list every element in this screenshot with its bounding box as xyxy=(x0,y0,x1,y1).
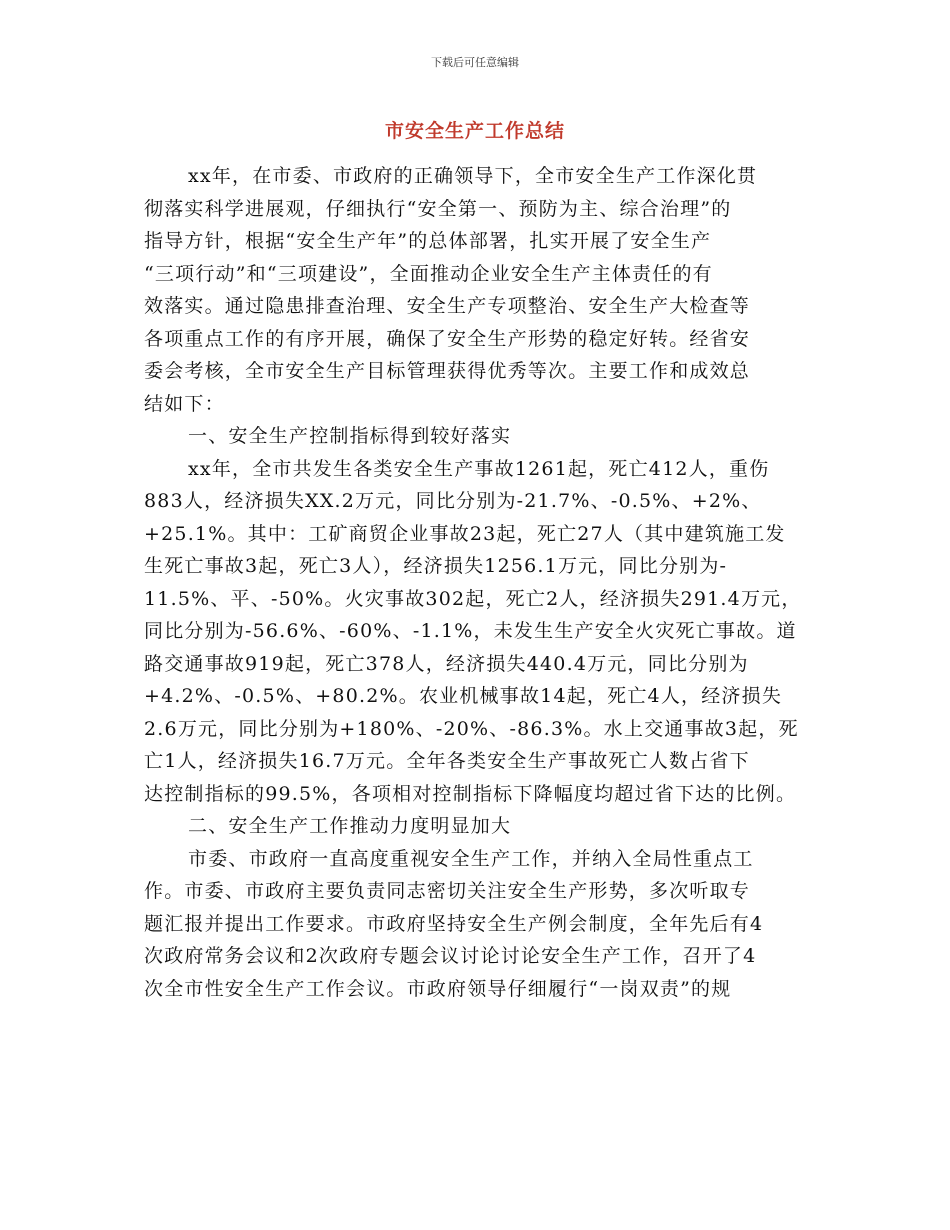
text-line: 路交通事故919起，死亡378人，经济损失440.4万元，同比分别为 xyxy=(144,652,749,675)
text-line: +4.2%、-0.5%、+80.2%。农业机械事故14起，死亡4人，经济损失 xyxy=(144,685,783,707)
header-note: 下载后可任意编辑 xyxy=(431,56,519,69)
text-line: 883人，经济损失XX.2万元，同比分别为-21.7%、-0.5%、+2%、 xyxy=(144,490,762,512)
text-line: xx年，在市委、市政府的正确领导下，全市安全生产工作深化贯 xyxy=(188,165,758,187)
text-line: 指导方针，根据“安全生产年”的总体部署，扎实开展了安全生产 xyxy=(144,230,712,252)
text-line: 作。市委、市政府主要负责同志密切关注安全生产形势，多次听取专 xyxy=(144,880,751,902)
text-line: 结如下： xyxy=(144,392,225,415)
text-line: 次全市性安全生产工作会议。市政府领导仔细履行“一岗双责”的规 xyxy=(144,977,732,1000)
text-line: 达控制指标的99.5%，各项相对控制指标下降幅度均超过省下达的比例。 xyxy=(144,782,797,805)
text-line: 一、安全生产控制指标得到较好落实 xyxy=(188,425,512,447)
text-line: 亡1人，经济损失16.7万元。全年各类安全生产事故死亡人数占省下 xyxy=(144,750,750,772)
text-line: 生死亡事故3起，死亡3人），经济损失1256.1万元，同比分别为- xyxy=(144,555,728,577)
text-line: “三项行动”和“三项建设”，全面推动企业安全生产主体责任的有 xyxy=(144,262,713,285)
text-line: 题汇报并提出工作要求。市政府坚持安全生产例会制度，全年先后有4 xyxy=(144,912,764,935)
text-line: +25.1%。其中：工矿商贸企业事故23起，死亡27人（其中建筑施工发 xyxy=(144,522,786,545)
text-line: 市委、市政府一直高度重视安全生产工作，并纳入全局性重点工 xyxy=(188,847,754,870)
text-line: 2.6万元，同比分别为+180%、-20%、-86.3%。水上交通事故3起，死 xyxy=(144,717,799,740)
text-line: 次政府常务会议和2次政府专题会议讨论讨论安全生产工作，召开了4 xyxy=(144,945,757,967)
text-line: 委会考核，全市安全生产目标管理获得优秀等次。主要工作和成效总 xyxy=(144,360,751,382)
text-line: 二、安全生产工作推动力度明显加大 xyxy=(188,815,512,837)
text-line: 同比分别为-56.6%、-60%、-1.1%，未发生生产安全火灾死亡事故。道 xyxy=(144,620,797,642)
text-line: 11.5%、平、-50%。火灾事故302起，死亡2人，经济损失291.4万元， xyxy=(144,587,802,610)
document-title: 市安全生产工作总结 xyxy=(384,120,565,142)
text-line: xx年，全市共发生各类安全生产事故1261起，死亡412人，重伤 xyxy=(188,457,770,480)
text-line: 彻落实科学进展观，仔细执行“安全第一、预防为主、综合治理”的 xyxy=(144,197,732,220)
text-line: 各项重点工作的有序开展，确保了安全生产形势的稳定好转。经省安 xyxy=(144,327,751,350)
text-line: 效落实。通过隐患排查治理、安全生产专项整治、安全生产大检查等 xyxy=(144,295,751,317)
document-body xyxy=(144,160,814,1005)
